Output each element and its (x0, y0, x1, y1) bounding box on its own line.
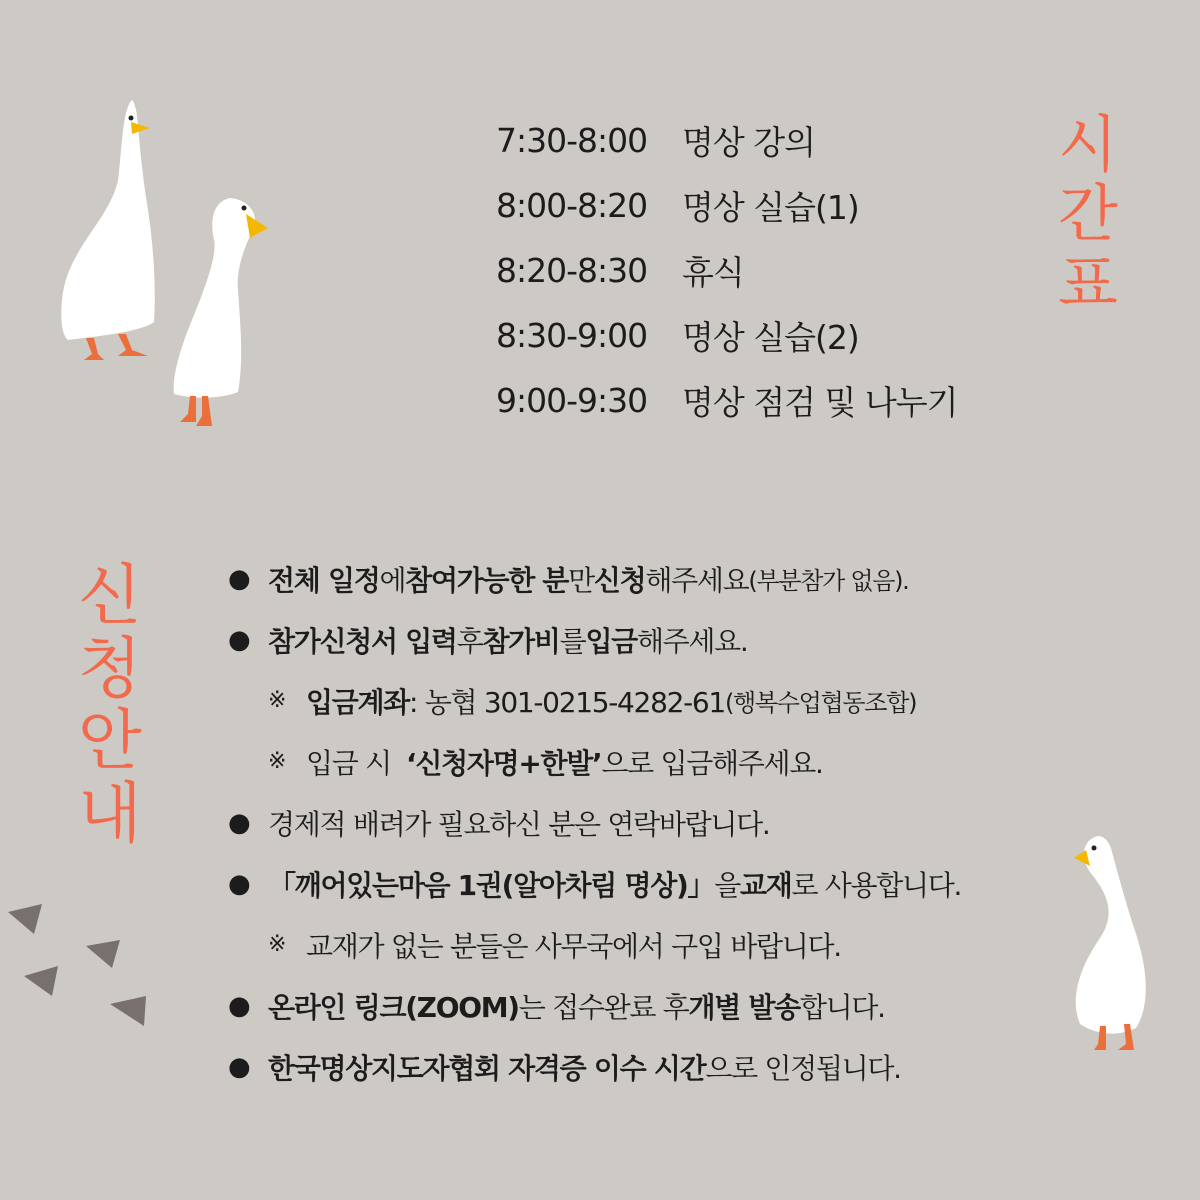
notice-text: 입금 시 (306, 746, 407, 780)
note-mark-icon: ※ (268, 688, 286, 713)
notice-item (228, 1036, 1128, 1097)
notice-subitem (228, 670, 1128, 731)
notice-text-bold: 한국명상지도자협회 자격증 이수 시간 (268, 1051, 706, 1085)
bullet-icon: ● (228, 990, 250, 1021)
notice-text: 경제적 배려가 필요하신 분은 연락바랍니다. (268, 807, 770, 841)
footprints-icon (8, 904, 146, 1026)
schedule-time: 7:30-8:00 (496, 121, 648, 160)
title-char: 시 (1058, 108, 1118, 181)
notice-text: 만 (568, 563, 594, 597)
footprint-3 (86, 940, 120, 968)
schedule-time: 8:20-8:30 (496, 251, 648, 290)
notice-text-bold: 신청 (593, 563, 646, 597)
schedule-row (496, 238, 958, 303)
schedule-time: 8:00-8:20 (496, 186, 648, 225)
bullet-icon: ● (228, 868, 250, 899)
schedule-activity: 명상 점검 및 나누기 (682, 383, 958, 422)
notice-text-bold: 온라인 링크(ZOOM) (268, 990, 519, 1024)
notice-text-bold: 전체 일정 (268, 563, 380, 597)
notice-text-bold: 참가신청서 입력 (268, 624, 457, 658)
footprint-1 (8, 904, 42, 934)
notice-text: 교재가 없는 분들은 사무국에서 구입 바랍니다. (306, 929, 841, 963)
schedule-row (496, 173, 958, 238)
notice-subitem (228, 731, 1128, 792)
schedule-list (496, 108, 958, 433)
schedule-activity: 명상 실습(2) (682, 318, 859, 357)
notice-text-small: (부분참가 없음). (748, 567, 909, 595)
title-char: 간 (1058, 177, 1118, 251)
notice-text: 로 사용합니다. (791, 868, 962, 902)
apply-title (78, 557, 142, 852)
bullet-icon: ● (228, 1051, 250, 1082)
notice-text: 으로 인정됩니다. (705, 1051, 901, 1085)
notice-text: 을 (714, 868, 740, 902)
schedule-time: 9:00-9:30 (496, 381, 648, 420)
notice-text: 에 (379, 563, 406, 597)
notice-text: 해주세요 (645, 563, 749, 597)
notice-text-bold: 개별 발송 (688, 990, 800, 1024)
notice-item (228, 975, 1128, 1036)
notice-text-bold: 「깨어있는마음 1권(알아차림 명상)」 (268, 868, 715, 902)
notice-text: 해주세요. (636, 624, 748, 658)
notice-item (228, 609, 1128, 670)
notice-item (228, 548, 1128, 609)
note-mark-icon: ※ (268, 749, 286, 774)
footprint-2 (24, 966, 58, 996)
title-char: 신 (78, 557, 142, 634)
bullet-icon: ● (228, 624, 250, 655)
title-char: 안 (78, 702, 142, 780)
notice-text: 는 접수완료 후 (518, 990, 689, 1024)
notice-text-bold: 입금 (585, 624, 637, 658)
title-char: 내 (78, 774, 142, 852)
goose-left-icon (61, 100, 155, 360)
schedule-activity: 휴식 (682, 253, 744, 292)
title-char: 표 (1058, 246, 1118, 320)
note-mark-icon: ※ (268, 932, 286, 957)
notice-text: 후 (456, 624, 483, 658)
notice-text-bold: ‘신청자명+한발’ (406, 746, 602, 780)
notice-text-bold: 교재 (739, 868, 792, 902)
notice-text: : 농협 301-0215-4282-61 (409, 685, 725, 719)
notice-text: 합니다. (799, 990, 885, 1024)
goose-center-icon (174, 198, 268, 426)
bullet-icon: ● (228, 563, 250, 594)
notice-text-bold: 입금계좌 (306, 685, 409, 719)
schedule-title (1058, 110, 1118, 318)
title-char: 청 (78, 629, 142, 707)
schedule-activity: 명상 강의 (682, 123, 816, 162)
schedule-time: 8:30-9:00 (496, 316, 648, 355)
schedule-row (496, 108, 958, 173)
footprint-4 (110, 996, 146, 1026)
notice-item (228, 792, 1128, 853)
schedule-row (496, 368, 958, 433)
notice-text-bold: 참가비 (482, 624, 560, 658)
apply-notice-list (228, 548, 1128, 1097)
notice-subitem (228, 914, 1128, 975)
notice-text: 를 (559, 624, 586, 658)
schedule-row (496, 303, 958, 368)
notice-text-bold: 참여가능한 분 (405, 563, 569, 597)
schedule-activity: 명상 실습(1) (682, 188, 859, 227)
notice-text-small: (행복수업협동조합) (724, 689, 917, 717)
notice-item (228, 853, 1128, 914)
bullet-icon: ● (228, 807, 250, 838)
notice-text: 으로 입금해주세요. (601, 746, 823, 780)
